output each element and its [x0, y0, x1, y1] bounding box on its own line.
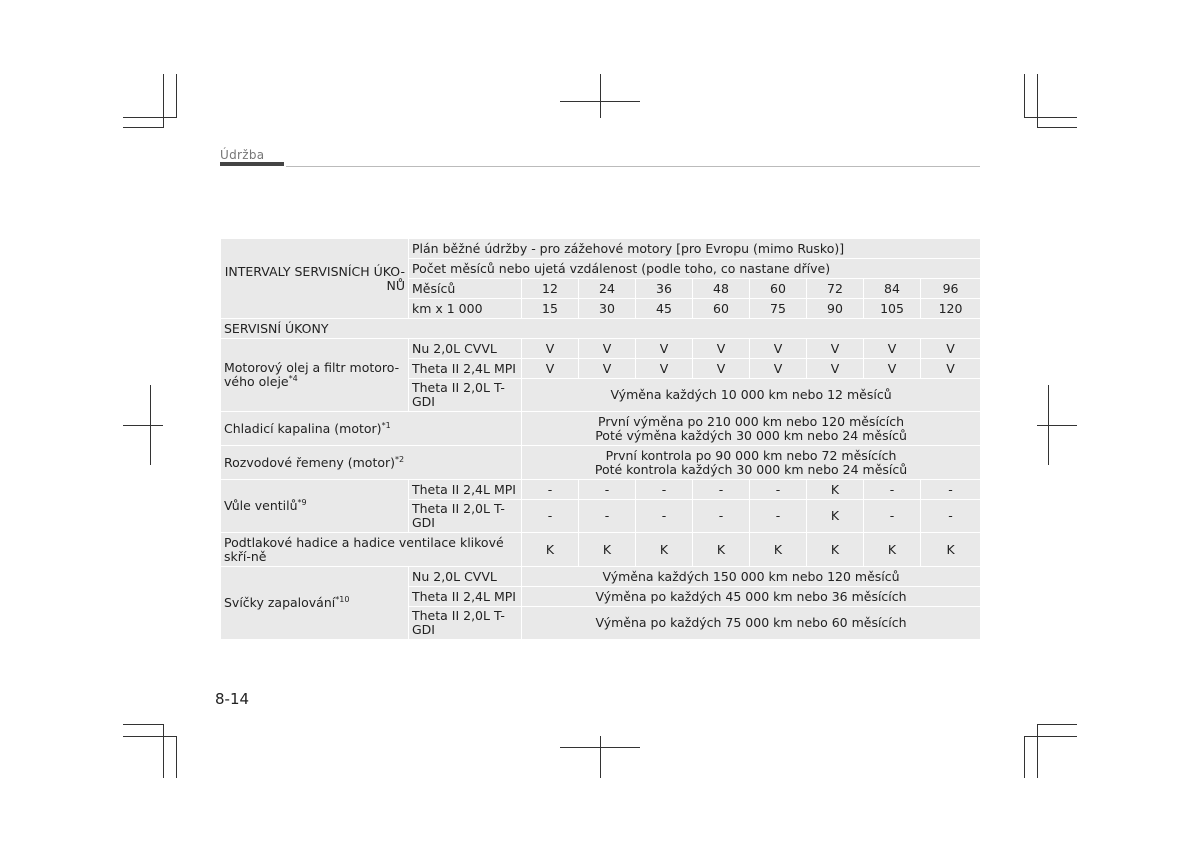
engine-cell: Theta II 2,0L T-GDI [409, 607, 522, 640]
value-cell: - [636, 480, 693, 500]
value-cell: V [921, 339, 981, 359]
crop-mark [123, 117, 176, 118]
interval-note: Počet měsíců nebo ujetá vzdálenost (podle toho, co nastane dříve) [409, 259, 981, 279]
value-cell: - [750, 500, 807, 533]
service-name: Svíčky zapalování [224, 595, 336, 610]
crop-mark [1037, 724, 1038, 778]
interval-text: Výměna po každých 75 000 km nebo 60 měsících [522, 607, 981, 640]
crop-mark [176, 736, 177, 778]
value-cell: V [864, 339, 921, 359]
month-cell: 24 [579, 279, 636, 299]
month-cell: 84 [864, 279, 921, 299]
table-row [221, 319, 981, 339]
month-cell: 60 [750, 279, 807, 299]
value-cell: - [579, 500, 636, 533]
hoses-label: Podtlakové hadice a hadice ventilace klikové skří-ně [221, 533, 522, 567]
value-cell: V [693, 339, 750, 359]
km-cell: 15 [522, 299, 579, 319]
value-cell: V [693, 359, 750, 379]
km-cell: 75 [750, 299, 807, 319]
value-cell: V [522, 359, 579, 379]
page-number: 8-14 [215, 690, 250, 708]
value-cell: - [750, 480, 807, 500]
plan-title: Plán běžné údržby - pro zážehové motory [pro Evropu (mimo Rusko)] [409, 239, 981, 259]
km-label: km x 1 000 [409, 299, 522, 319]
table-row [221, 339, 981, 359]
value-cell: V [579, 359, 636, 379]
crop-mark [1024, 736, 1077, 737]
table-row [221, 533, 981, 567]
crop-mark [176, 74, 177, 118]
oil-label [221, 339, 409, 412]
value-cell: V [636, 359, 693, 379]
month-cell: 12 [522, 279, 579, 299]
interval-text [522, 446, 981, 480]
crop-mark [1024, 74, 1025, 118]
interval-line: Poté výměna každých 30 000 km nebo 24 měsíců [595, 427, 907, 443]
crop-mark [1024, 117, 1077, 118]
km-cell: 90 [807, 299, 864, 319]
value-cell: - [522, 500, 579, 533]
registration-mark [600, 74, 601, 118]
belts-label [221, 446, 522, 480]
registration-mark [1048, 385, 1049, 465]
engine-cell: Nu 2,0L CVVL [409, 567, 522, 587]
crop-mark [1024, 736, 1025, 778]
km-cell: 45 [636, 299, 693, 319]
value-cell: V [921, 359, 981, 379]
table-row [221, 480, 981, 500]
valves-label [221, 480, 409, 533]
service-name: Chladicí kapalina (motor) [224, 420, 382, 436]
engine-cell: Theta II 2,4L MPI [409, 480, 522, 500]
table-row [221, 567, 981, 587]
section-bar [220, 162, 284, 166]
months-label: Měsíců [409, 279, 522, 299]
value-cell: V [807, 339, 864, 359]
value-cell: - [921, 500, 981, 533]
interval-text: Výměna každých 10 000 km nebo 12 měsíců [522, 379, 981, 412]
value-cell: - [693, 480, 750, 500]
value-cell: K [693, 533, 750, 567]
footnote-ref: *9 [297, 497, 307, 507]
km-cell: 105 [864, 299, 921, 319]
service-name: Vůle ventilů [224, 498, 298, 513]
crop-mark [123, 127, 163, 128]
km-cell: 120 [921, 299, 981, 319]
table-row [221, 412, 981, 446]
engine-cell: Theta II 2,0L T-GDI [409, 379, 522, 412]
km-cell: 60 [693, 299, 750, 319]
plugs-label [221, 567, 409, 640]
crop-mark [1037, 127, 1077, 128]
crop-mark [163, 74, 164, 128]
table-row [221, 446, 981, 480]
month-cell: 36 [636, 279, 693, 299]
registration-mark [1037, 425, 1077, 426]
services-header: SERVISNÍ ÚKONY [221, 319, 981, 339]
footnote-ref: *2 [395, 454, 405, 464]
section-title: Údržba [220, 148, 265, 162]
km-cell: 30 [579, 299, 636, 319]
table-title-cell: INTERVALY SERVISNÍCH ÚKO-NŮ [221, 239, 409, 319]
header-rule [286, 166, 980, 167]
crop-mark [123, 724, 163, 725]
value-cell: - [864, 500, 921, 533]
service-name: Motorový olej a filtr motoro-vého oleje [224, 360, 400, 389]
interval-line: Poté kontrola každých 30 000 km nebo 24 měsíců [594, 461, 908, 477]
value-cell: V [864, 359, 921, 379]
value-cell: - [522, 480, 579, 500]
value-cell: K [864, 533, 921, 567]
value-cell: V [522, 339, 579, 359]
value-cell: K [636, 533, 693, 567]
month-cell: 48 [693, 279, 750, 299]
value-cell: K [807, 533, 864, 567]
value-cell: - [693, 500, 750, 533]
value-cell: K [522, 533, 579, 567]
registration-mark [150, 385, 151, 465]
engine-cell: Theta II 2,4L MPI [409, 359, 522, 379]
crop-mark [123, 736, 176, 737]
crop-mark [1037, 724, 1077, 725]
engine-cell: Nu 2,0L CVVL [409, 339, 522, 359]
coolant-label [221, 412, 522, 446]
registration-mark [123, 425, 163, 426]
engine-cell: Theta II 2,4L MPI [409, 587, 522, 607]
value-cell: V [750, 339, 807, 359]
table-row [221, 239, 981, 259]
crop-mark [1037, 74, 1038, 128]
value-cell: - [579, 480, 636, 500]
value-cell: K [921, 533, 981, 567]
value-cell: K [750, 533, 807, 567]
value-cell: V [807, 359, 864, 379]
interval-text: Výměna po každých 45 000 km nebo 36 měsících [522, 587, 981, 607]
value-cell: - [636, 500, 693, 533]
interval-text [522, 412, 981, 446]
registration-mark [600, 736, 601, 778]
value-cell: V [579, 339, 636, 359]
value-cell: K [807, 500, 864, 533]
maintenance-schedule-table [220, 238, 981, 640]
month-cell: 72 [807, 279, 864, 299]
value-cell: V [636, 339, 693, 359]
interval-line: První výměna po 210 000 km nebo 120 měsících [598, 413, 905, 429]
footnote-ref: *4 [288, 373, 298, 383]
service-name: Rozvodové řemeny (motor) [224, 454, 396, 470]
engine-cell: Theta II 2,0L T-GDI [409, 500, 522, 533]
footnote-ref: *10 [335, 594, 350, 604]
crop-mark [163, 724, 164, 778]
value-cell: K [579, 533, 636, 567]
month-cell: 96 [921, 279, 981, 299]
value-cell: V [750, 359, 807, 379]
value-cell: - [864, 480, 921, 500]
interval-line: První kontrola po 90 000 km nebo 72 měsících [605, 447, 897, 463]
value-cell: K [807, 480, 864, 500]
value-cell: - [921, 480, 981, 500]
footnote-ref: *1 [381, 420, 391, 430]
interval-text: Výměna každých 150 000 km nebo 120 měsíců [522, 567, 981, 587]
